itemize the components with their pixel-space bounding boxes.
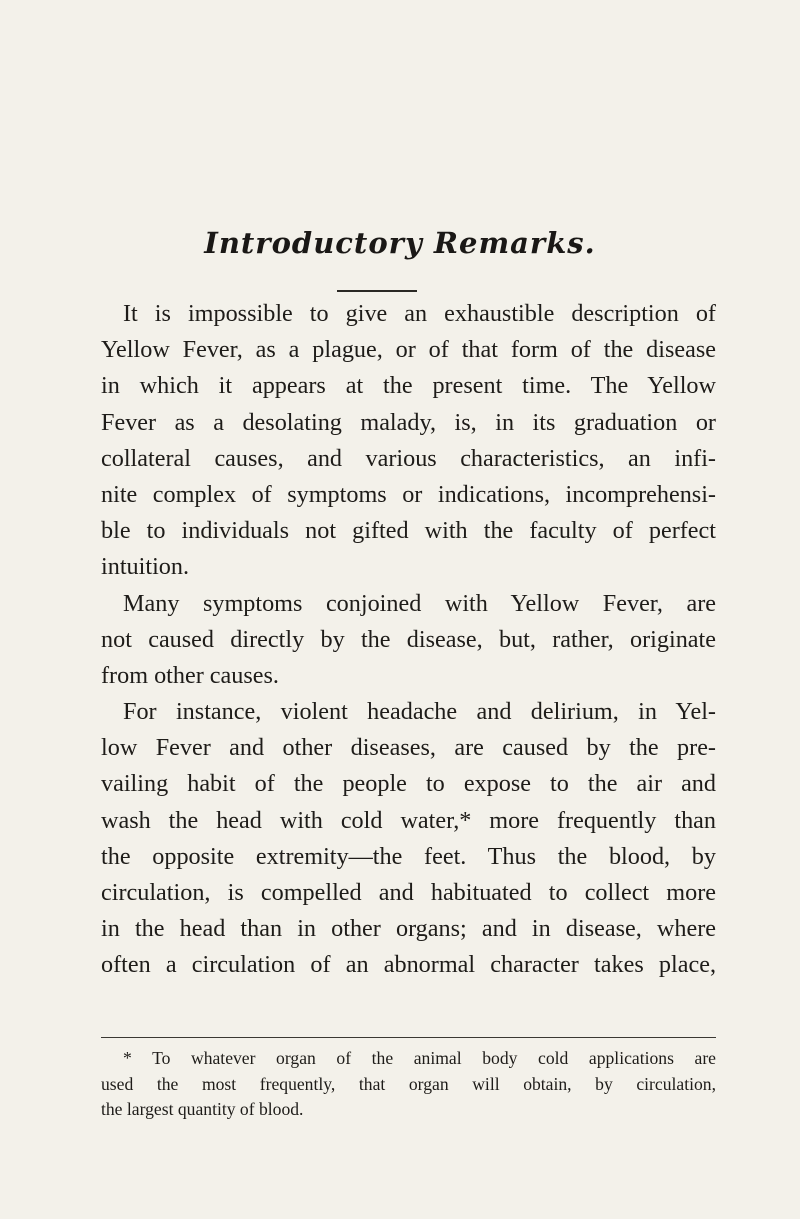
- text-line: vailing habit of the people to expose to the air and: [101, 770, 716, 798]
- text-line: wash the head with cold water,* more frequently than: [101, 806, 716, 834]
- footnote-rule: [101, 1037, 716, 1038]
- footnote-line: * To whatever organ of the animal body cold applications are: [123, 1048, 716, 1068]
- chapter-heading: Introductory Remarks.: [204, 226, 596, 260]
- text-line: collateral causes, and various characteristics, an infi-: [101, 444, 716, 472]
- text-line: from other causes.: [101, 661, 279, 689]
- footnote-line: the largest quantity of blood.: [101, 1099, 304, 1119]
- text-line: the opposite extremity—the feet. Thus the blood, by: [101, 842, 716, 870]
- text-line: ble to individuals not gifted with the faculty of perfect: [101, 517, 716, 545]
- text-line: in the head than in other organs; and in disease, where: [101, 915, 716, 943]
- body-text: [101, 296, 716, 984]
- text-line: Fever as a desolating malady, is, in its graduation or: [101, 408, 716, 436]
- heading-rule: [337, 290, 417, 292]
- text-line: It is impossible to give an exhaustible description of: [123, 300, 716, 327]
- text-line: often a circulation of an abnormal character takes place,: [101, 951, 716, 979]
- text-line: in which it appears at the present time. The Yellow: [101, 372, 716, 400]
- text-line: For instance, violent headache and delirium, in Yel-: [123, 698, 716, 726]
- text-line: circulation, is compelled and habituated to collect more: [101, 879, 716, 906]
- footnote-line: used the most frequently, that organ will obtain, by circulation,: [101, 1073, 716, 1094]
- text-line: not caused directly by the disease, but, rather, originate: [101, 625, 716, 653]
- text-line: intuition.: [101, 553, 190, 581]
- text-line: low Fever and other diseases, are caused by the pre-: [101, 734, 716, 762]
- footnote: [101, 1046, 716, 1123]
- text-line: Yellow Fever, as a plague, or of that form of the disease: [101, 336, 716, 364]
- text-line: Many symptoms conjoined with Yellow Fever, are: [123, 589, 716, 617]
- text-line: nite complex of symptoms or indications, incomprehensi-: [101, 480, 716, 508]
